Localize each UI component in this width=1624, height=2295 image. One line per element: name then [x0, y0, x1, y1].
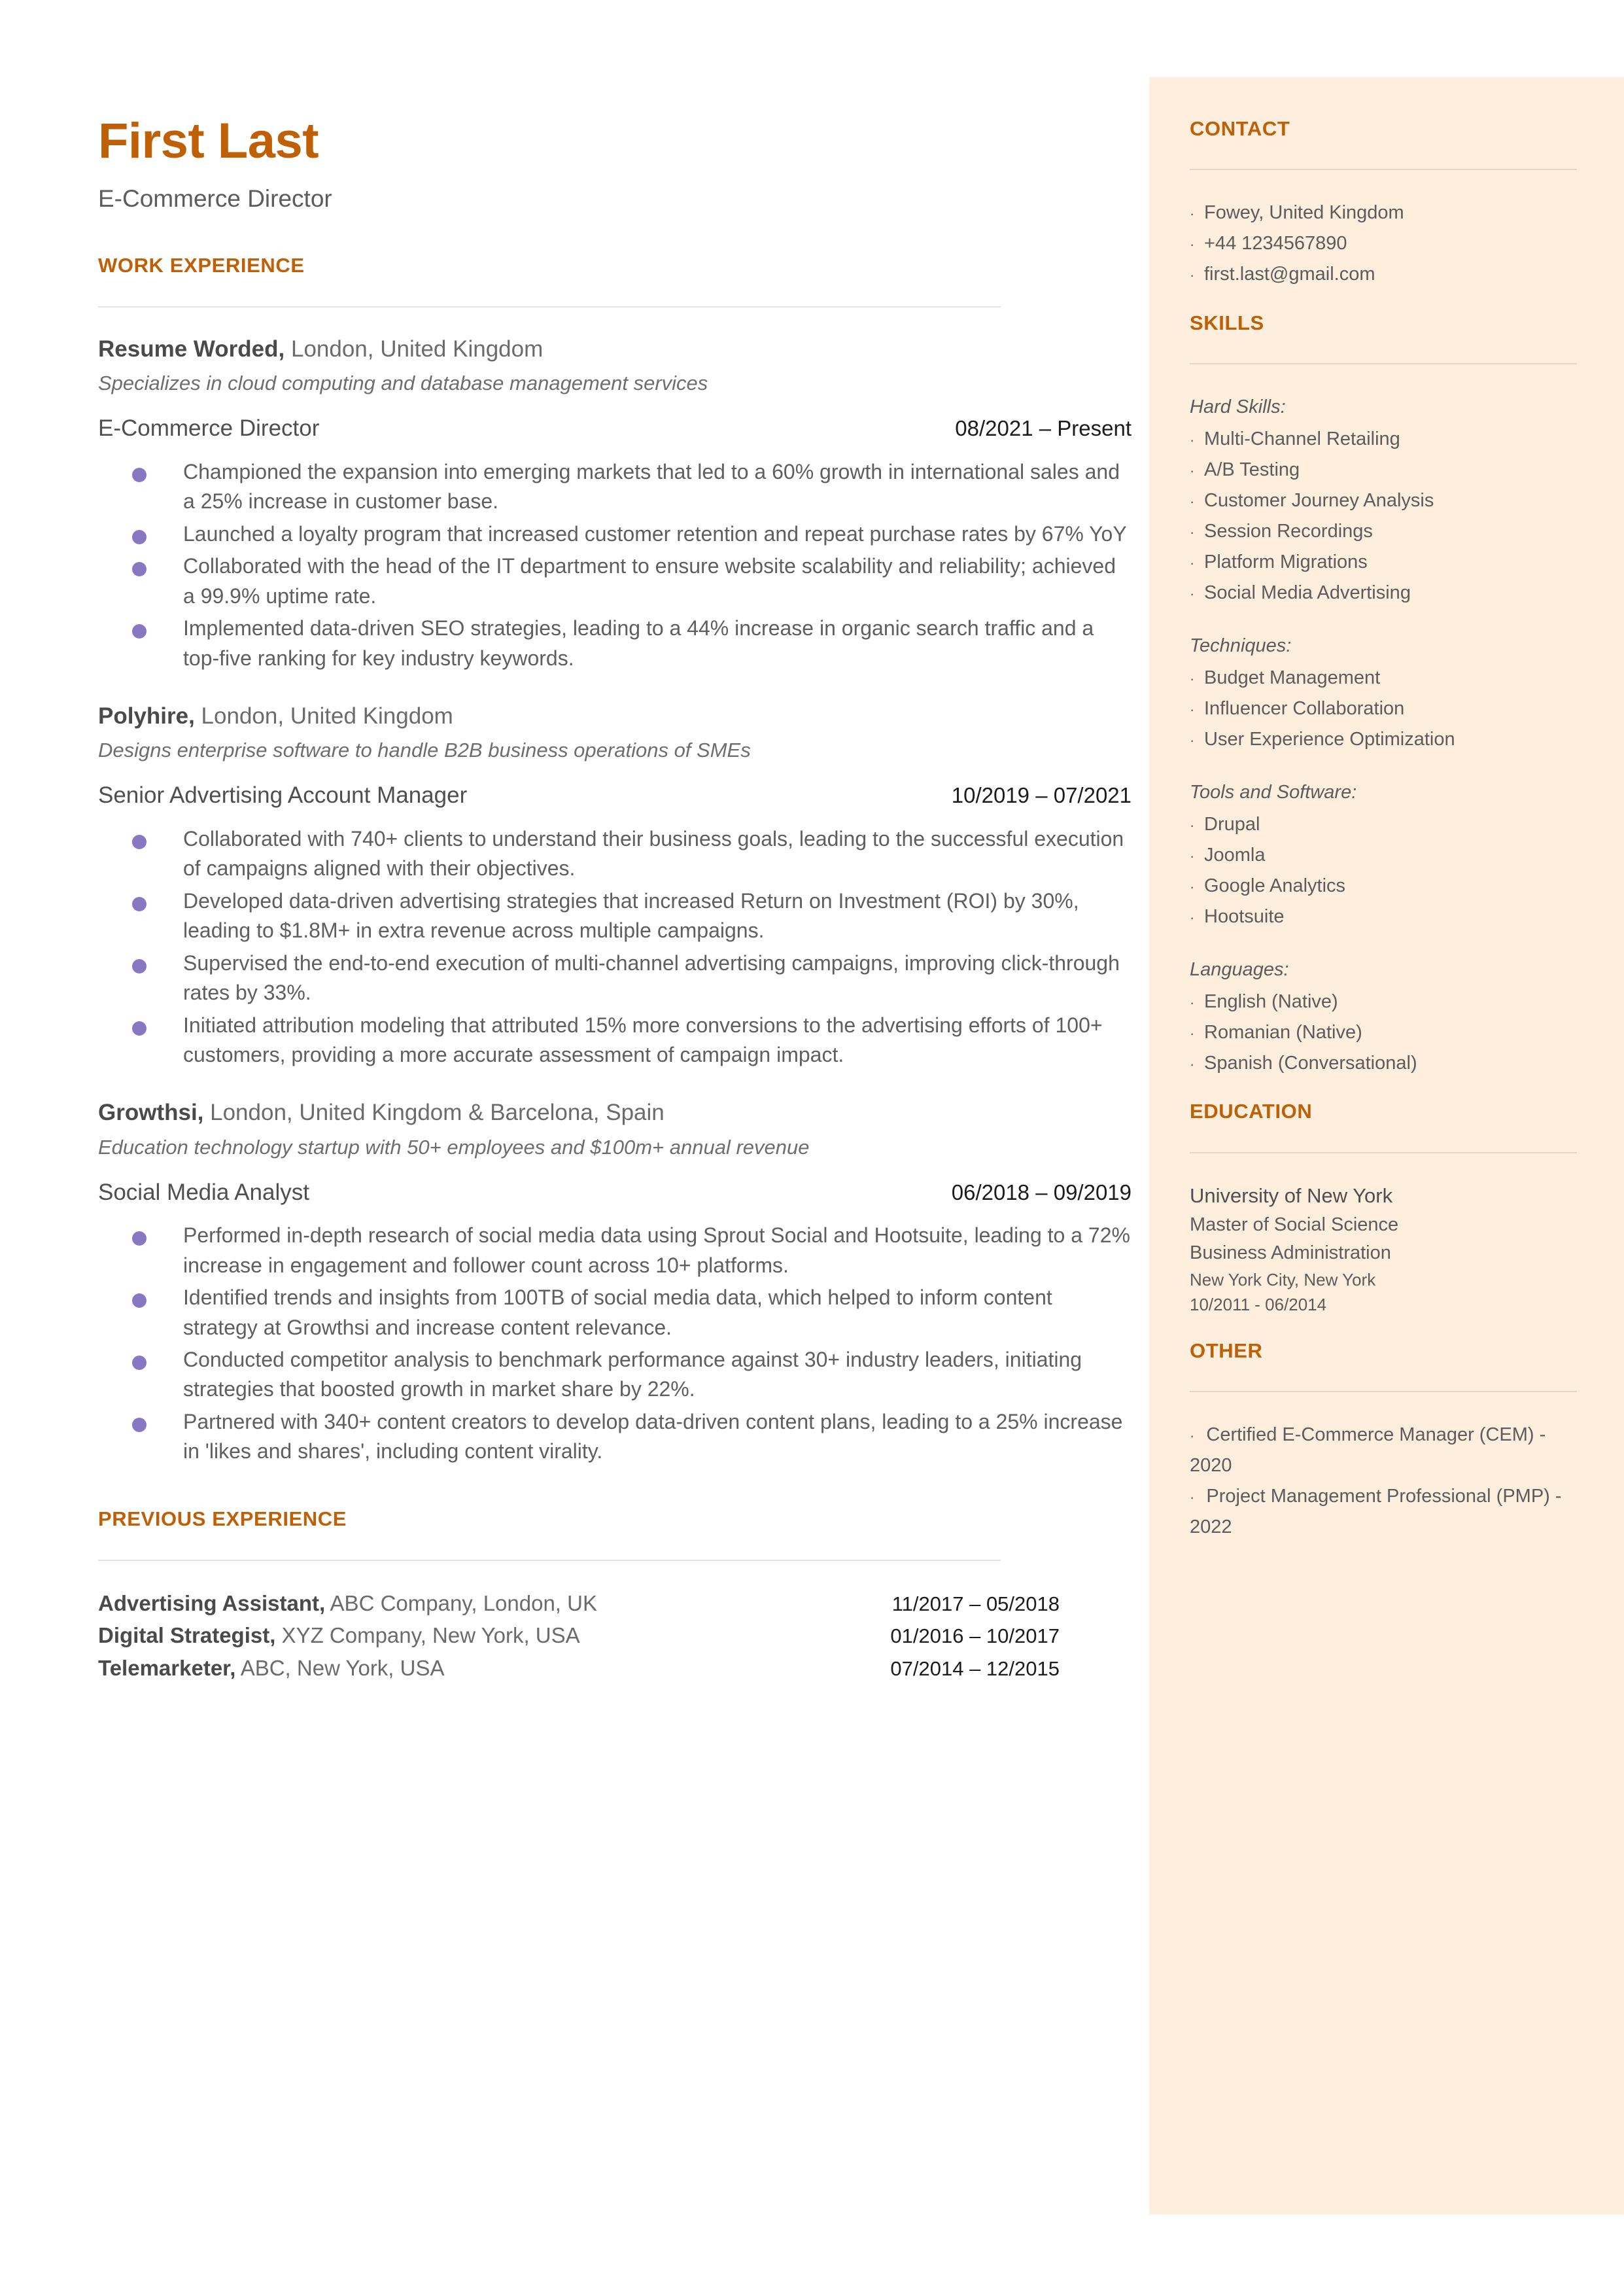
skill-item [1190, 455, 1577, 485]
bullet-dot-icon: · [1190, 1025, 1195, 1042]
section-divider [98, 1560, 1001, 1561]
skills-list [1190, 392, 1577, 1078]
job-company-name: Resume Worded, [98, 336, 285, 362]
job-company-location: London, United Kingdom & Barcelona, Spain [203, 1100, 665, 1126]
section-heading-work-experience: WORK EXPERIENCE [98, 254, 305, 277]
skill-group-label: Tools and Software: [1190, 781, 1357, 803]
job-bullet [98, 552, 1132, 611]
contact-item [1190, 198, 1577, 228]
section-heading-previous-experience: PREVIOUS EXPERIENCE [98, 1507, 347, 1530]
bullet-dot-icon: · [1190, 236, 1195, 253]
other-item [1190, 1481, 1577, 1543]
previous-job-role: Advertising Assistant, [98, 1590, 326, 1615]
job-bullet [98, 519, 1132, 549]
work-experience-list [98, 334, 1132, 1467]
skill-group-spacer [1190, 755, 1577, 777]
skill-group-items [1190, 809, 1577, 932]
bullet-dot-icon [132, 959, 147, 973]
job-company [98, 701, 1132, 731]
bullet-dot-icon: · [1190, 994, 1195, 1011]
previous-job-dates: 07/2014 – 12/2015 [890, 1656, 1060, 1680]
skill-item-text: Romanian (Native) [1204, 1021, 1362, 1043]
previous-job-row [98, 1652, 1060, 1685]
contact-item [1190, 259, 1577, 290]
page-title: First Last [98, 113, 319, 169]
bullet-dot-icon [132, 530, 147, 544]
skill-item [1190, 902, 1577, 932]
job-bullet-list [98, 1221, 1132, 1467]
skill-item [1190, 547, 1577, 578]
job-company-description: Education technology startup with 50+ employees and $100m+ annual revenue [98, 1135, 810, 1159]
bullet-dot-icon: · [1190, 670, 1195, 687]
skill-group-items [1190, 424, 1577, 608]
sidebar-divider [1190, 169, 1577, 170]
job-bullet [98, 1345, 1132, 1405]
job-title: Social Media Analyst [98, 1179, 309, 1205]
job-company-location: London, United Kingdom [285, 336, 544, 362]
other-item [1190, 1420, 1577, 1481]
previous-job-detail: XYZ Company, New York, USA [275, 1623, 580, 1648]
job-company [98, 334, 1132, 364]
bullet-dot-icon [132, 1418, 147, 1432]
previous-experience-list [98, 1587, 1060, 1685]
bullet-dot-icon [132, 835, 147, 849]
job-bullet [98, 1407, 1132, 1467]
bullet-dot-icon [132, 1021, 147, 1036]
skill-item [1190, 693, 1577, 724]
bullet-dot-icon: · [1190, 847, 1195, 864]
other-item-text: Project Management Professional (PMP) - 2022 [1190, 1485, 1562, 1537]
job-dates: 08/2021 – Present [955, 416, 1132, 441]
sidebar-heading-other: OTHER [1190, 1339, 1263, 1362]
section-divider [98, 306, 1001, 307]
job-bullet [98, 1011, 1132, 1070]
job-bullet [98, 614, 1132, 673]
job-bullet-text: Performed in-depth research of social media data using Sprout Social and Hootsuite, leading to a 72% increase in engagement and follower count across 10+ platforms. [183, 1223, 1130, 1277]
previous-job-title [98, 1619, 580, 1652]
job-bullet [98, 824, 1132, 884]
bullet-dot-icon [132, 468, 147, 482]
bullet-dot-icon: · [1190, 267, 1195, 284]
job-bullet-text: Collaborated with the head of the IT department to ensure website scalability and reliability; achieved a 99.9% uptime rate. [183, 554, 1116, 608]
job-title-row [98, 414, 1132, 443]
job-dates: 06/2018 – 09/2019 [951, 1180, 1132, 1204]
bullet-dot-icon: · [1190, 1488, 1195, 1505]
job-entry [98, 701, 1132, 1070]
job-title: E-Commerce Director [98, 415, 320, 442]
skill-item-text: A/B Testing [1204, 459, 1300, 481]
bullet-dot-icon: · [1190, 878, 1195, 895]
previous-job-role: Telemarketer, [98, 1655, 236, 1680]
education-field: Business Administration [1190, 1242, 1391, 1263]
sidebar-divider [1190, 1152, 1577, 1153]
contact-item [1190, 228, 1577, 259]
education-location: New York City, New York [1190, 1269, 1376, 1289]
previous-job-row [98, 1619, 1060, 1652]
bullet-dot-icon: · [1190, 1427, 1195, 1444]
bullet-dot-icon: · [1190, 493, 1195, 510]
job-bullet [98, 949, 1132, 1008]
job-bullet-text: Conducted competitor analysis to benchmark performance against 30+ industry leaders, initiating strategies that boosted growth in market share by 22%. [183, 1348, 1082, 1401]
skill-item-text: Influencer Collaboration [1204, 697, 1405, 719]
skill-group-label: Hard Skills: [1190, 396, 1286, 418]
skill-item-text: Google Analytics [1204, 875, 1346, 896]
job-company-description: Designs enterprise software to handle B2B business operations of SMEs [98, 739, 751, 762]
sidebar-heading-skills: SKILLS [1190, 311, 1264, 334]
contact-item-text: Fowey, United Kingdom [1204, 202, 1404, 224]
bullet-dot-icon: · [1190, 523, 1195, 540]
skill-item [1190, 809, 1577, 840]
skill-item-text: User Experience Optimization [1204, 728, 1455, 750]
job-company-name: Growthsi, [98, 1100, 204, 1126]
bullet-dot-icon: · [1190, 909, 1195, 926]
skill-item-text: English (Native) [1204, 990, 1338, 1012]
job-entry [98, 334, 1132, 673]
bullet-dot-icon: · [1190, 731, 1195, 748]
previous-job-row [98, 1587, 1060, 1620]
job-bullet-list [98, 824, 1132, 1070]
other-item-text: Certified E-Commerce Manager (CEM) - 2020 [1190, 1424, 1546, 1476]
bullet-dot-icon [132, 897, 147, 911]
sidebar [1149, 77, 1624, 2215]
skill-group-spacer [1190, 932, 1577, 955]
main-column [98, 0, 1132, 1684]
skill-item [1190, 516, 1577, 547]
bullet-dot-icon: · [1190, 463, 1195, 480]
skill-item [1190, 724, 1577, 755]
bullet-dot-icon: · [1190, 205, 1195, 222]
education-degree: Master of Social Science [1190, 1214, 1399, 1236]
skill-item-text: Budget Management [1204, 667, 1381, 688]
job-bullet [98, 1221, 1132, 1280]
education-dates: 10/2011 - 06/2014 [1190, 1295, 1327, 1315]
bullet-dot-icon: · [1190, 701, 1195, 718]
bullet-dot-icon: · [1190, 432, 1195, 449]
job-company-description: Specializes in cloud computing and database management services [98, 372, 708, 395]
job-entry [98, 1097, 1132, 1466]
skill-item-text: Joomla [1204, 844, 1266, 866]
bullet-dot-icon [132, 1293, 147, 1308]
job-bullet-text: Initiated attribution modeling that attributed 15% more conversions to the advertising efforts of 100+ customers, providing a more accurate assessment of campaign impact. [183, 1013, 1103, 1066]
skill-group-label: Techniques: [1190, 635, 1292, 656]
contact-list [1190, 198, 1577, 290]
skill-item [1190, 987, 1577, 1017]
bullet-dot-icon: · [1190, 554, 1195, 571]
job-dates: 10/2019 – 07/2021 [951, 783, 1132, 808]
job-company [98, 1097, 1132, 1128]
previous-job-dates: 11/2017 – 05/2018 [891, 1592, 1060, 1615]
skill-item [1190, 485, 1577, 516]
skill-item [1190, 1017, 1577, 1048]
skill-item-text: Spanish (Conversational) [1204, 1052, 1417, 1074]
job-title-row [98, 781, 1132, 810]
education-school: University of New York [1190, 1183, 1393, 1207]
skill-item-text: Hootsuite [1204, 905, 1285, 927]
job-bullet [98, 886, 1132, 946]
job-title-row [98, 1178, 1132, 1207]
previous-job-dates: 01/2016 – 10/2017 [890, 1624, 1060, 1648]
skill-item [1190, 840, 1577, 871]
skill-group-spacer [1190, 608, 1577, 631]
skill-item [1190, 578, 1577, 608]
contact-item-text: first.last@gmail.com [1204, 264, 1375, 285]
education-entry [1190, 1181, 1577, 1318]
skill-item-text: Session Recordings [1204, 520, 1373, 542]
job-bullet [98, 1283, 1132, 1342]
skill-item [1190, 424, 1577, 455]
previous-job-detail: ABC Company, London, UK [325, 1590, 597, 1615]
job-bullet-text: Identified trends and insights from 100TB of social media data, which helped to inform content strategy at Growthsi and increase content relevance. [183, 1286, 1052, 1339]
sidebar-heading-contact: CONTACT [1190, 117, 1290, 140]
skill-group-items [1190, 663, 1577, 755]
sidebar-divider [1190, 1391, 1577, 1392]
bullet-dot-icon [132, 562, 147, 576]
job-bullet-text: Implemented data-driven SEO strategies, leading to a 44% increase in organic search traffic and a top-five ranking for key industry keywords. [183, 616, 1094, 670]
bullet-dot-icon [132, 1231, 147, 1246]
skill-item-text: Multi-Channel Retailing [1204, 429, 1400, 450]
skill-group-items [1190, 987, 1577, 1079]
job-title: Senior Advertising Account Manager [98, 782, 468, 809]
job-bullet-text: Championed the expansion into emerging markets that led to a 60% growth in international sales and a 25% increase in customer base. [183, 460, 1120, 514]
previous-job-title [98, 1587, 597, 1620]
job-bullet-list [98, 457, 1132, 673]
sidebar-heading-education: EDUCATION [1190, 1100, 1313, 1123]
skill-item [1190, 663, 1577, 693]
job-bullet [98, 457, 1132, 517]
bullet-dot-icon: · [1190, 1055, 1195, 1072]
other-list [1190, 1420, 1577, 1543]
bullet-dot-icon: · [1190, 585, 1195, 602]
bullet-dot-icon [132, 624, 147, 639]
job-bullet-text: Launched a loyalty program that increased customer retention and repeat purchase rates by 67% YoY [183, 521, 1127, 546]
skill-item [1190, 1048, 1577, 1079]
skill-item [1190, 871, 1577, 902]
job-bullet-text: Developed data-driven advertising strategies that increased Return on Investment (ROI) by 30%, leading to $1.8M+ in extra revenue across multiple campaigns. [183, 888, 1079, 943]
job-bullet-text: Collaborated with 740+ clients to understand their business goals, leading to the successful execution of campaigns aligned with their objectives. [183, 826, 1124, 881]
bullet-dot-icon: · [1190, 816, 1195, 833]
bullet-dot-icon [132, 1356, 147, 1370]
skill-group-label: Languages: [1190, 958, 1289, 980]
job-company-name: Polyhire, [98, 703, 195, 729]
skill-item-text: Platform Migrations [1204, 551, 1368, 572]
previous-job-title [98, 1652, 445, 1685]
skill-item-text: Drupal [1204, 813, 1260, 835]
sidebar-divider [1190, 363, 1577, 364]
job-company-location: London, United Kingdom [194, 703, 453, 729]
contact-item-text: +44 1234567890 [1204, 233, 1347, 254]
skill-item-text: Social Media Advertising [1204, 582, 1411, 603]
job-bullet-text: Supervised the end-to-end execution of multi-channel advertising campaigns, improving click-through rates by 33%. [183, 951, 1120, 1005]
previous-job-detail: ABC, New York, USA [235, 1655, 445, 1680]
candidate-role: E-Commerce Director [98, 184, 332, 212]
previous-job-role: Digital Strategist, [98, 1623, 276, 1648]
job-bullet-text: Partnered with 340+ content creators to develop data-driven content plans, leading to a 25% increase in 'likes and shares', including content virality. [183, 1409, 1123, 1463]
skill-item-text: Customer Journey Analysis [1204, 490, 1434, 511]
